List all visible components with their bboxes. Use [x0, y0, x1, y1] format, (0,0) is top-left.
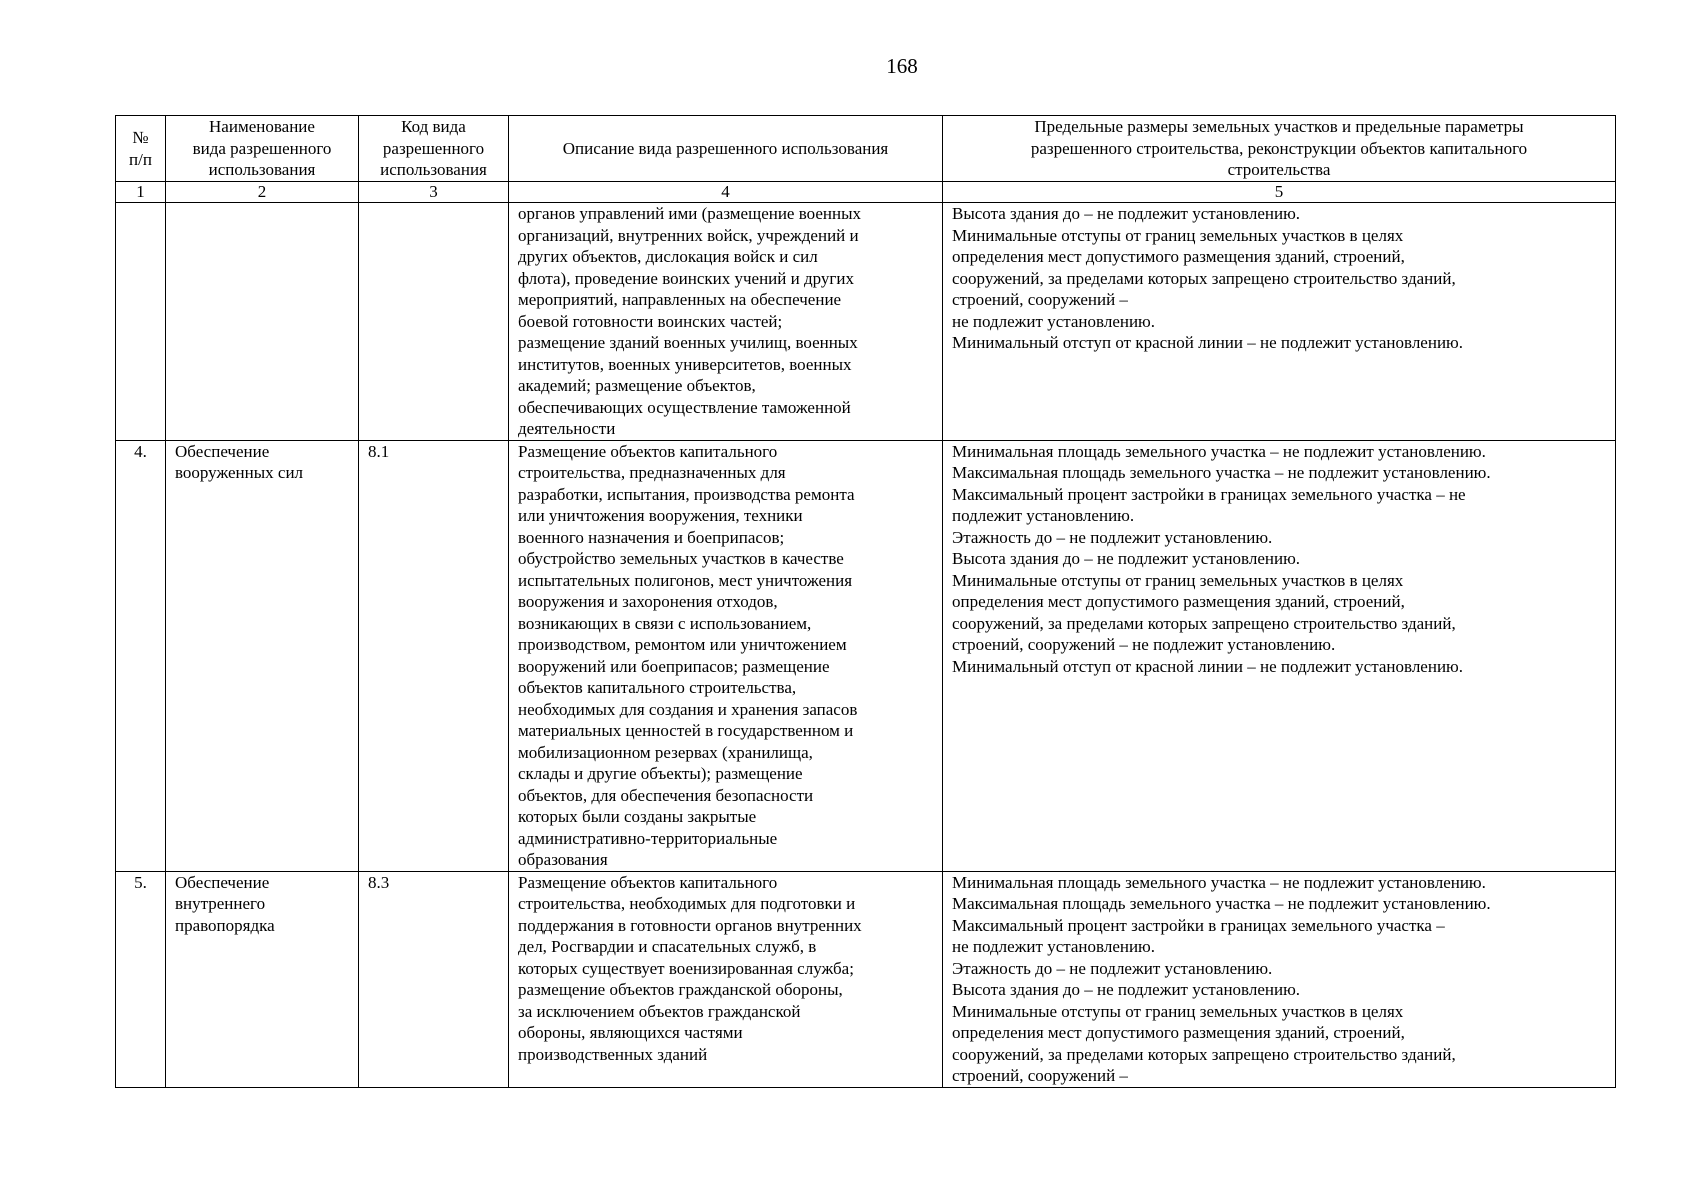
text-line: необходимых для создания и хранения запасов	[518, 699, 858, 719]
use-code	[359, 203, 509, 441]
text-line: сооружений, за пределами которых запрещено строительство зданий,	[952, 1044, 1456, 1064]
text-line: разрешенного	[382, 138, 485, 158]
column-number: 1	[116, 182, 166, 203]
text-line: разрешенного строительства, реконструкции объектов капитального	[1030, 138, 1528, 158]
text-line: органов управлений ими (размещение военных	[518, 204, 862, 223]
text-line: подлежит установлению.	[952, 506, 1135, 525]
text-line: Высота здания до – не подлежит установлению.	[952, 204, 1301, 223]
column-number: 2	[166, 182, 359, 203]
text-line: использования	[208, 160, 316, 180]
table-row	[116, 871, 1616, 1087]
text-line: производством, ремонтом или уничтожением	[518, 635, 847, 654]
text-line: Обеспечение	[175, 872, 270, 892]
text-line: испытательных полигонов, мест уничтожения	[518, 570, 853, 590]
text-line: п/п	[129, 149, 152, 169]
table-row	[116, 203, 1616, 441]
text-line: Наименование	[209, 117, 315, 137]
table-row	[116, 440, 1616, 871]
header-number	[116, 116, 166, 182]
text-line: строений, сооружений –	[952, 290, 1128, 309]
text-line: не подлежит установлению.	[952, 937, 1156, 956]
text-line: вооружения и захоронения отходов,	[518, 592, 778, 611]
column-number: 4	[509, 182, 943, 203]
row-number: 5.	[116, 871, 166, 1087]
text-line: академий; размещение объектов,	[518, 376, 756, 395]
text-line: Минимальные отступы от границ земельных участков в целях	[952, 1001, 1404, 1021]
text-line: Обеспечение	[175, 441, 270, 461]
text-line: строительства, необходимых для подготовки и	[518, 894, 856, 913]
text-line: Размещение объектов капитального	[518, 872, 778, 892]
text-line: строений, сооружений –	[952, 1066, 1128, 1085]
text-line: Максимальный процент застройки в границах земельного участка –	[952, 915, 1445, 935]
text-line: Размещение объектов капитального	[518, 441, 778, 461]
text-line: строительства	[1227, 160, 1331, 180]
use-limits	[943, 871, 1616, 1087]
text-line: других объектов, дислокация войск и сил	[518, 247, 818, 266]
text-line: Описание вида разрешенного использования	[562, 138, 889, 158]
text-line: или уничтожения вооружения, техники	[518, 506, 803, 525]
text-line: определения мест допустимого размещения зданий, строений,	[952, 592, 1405, 611]
use-name	[166, 440, 359, 871]
text-line: внутреннего	[175, 894, 266, 913]
text-line: возникающих в связи с использованием,	[518, 613, 812, 633]
text-line: которых существует военизированная служба;	[518, 958, 854, 978]
use-description	[509, 871, 943, 1087]
use-code: 8.3	[359, 871, 509, 1087]
column-number: 5	[943, 182, 1616, 203]
text-line: строений, сооружений – не подлежит установлению.	[952, 635, 1336, 654]
text-line: за исключением объектов гражданской	[518, 1001, 801, 1021]
text-line: дел, Росгвардии и спасательных служб, в	[518, 937, 817, 956]
text-line: Максимальная площадь земельного участка – не подлежит установлению.	[952, 894, 1491, 913]
row-number	[116, 203, 166, 441]
use-limits	[943, 440, 1616, 871]
use-description	[509, 203, 943, 441]
text-line: мобилизационном резервах (хранилища,	[518, 742, 813, 762]
text-line: Минимальная площадь земельного участка – не подлежит установлению.	[952, 441, 1486, 461]
text-line: размещение зданий военных училищ, военных	[518, 333, 858, 352]
text-line: Минимальный отступ от красной линии – не подлежит установлению.	[952, 656, 1463, 676]
text-line: использования	[380, 160, 487, 180]
text-line: Минимальные отступы от границ земельных участков в целях	[952, 225, 1404, 245]
table-header-row	[116, 116, 1616, 182]
text-line: материальных ценностей в государственном и	[518, 721, 854, 740]
text-line: вида разрешенного	[192, 138, 332, 158]
use-limits	[943, 203, 1616, 441]
header-limits	[943, 116, 1616, 182]
text-line: образования	[518, 850, 608, 869]
text-line: Максимальная площадь земельного участка – не подлежит установлению.	[952, 463, 1491, 482]
text-line: Код вида	[401, 117, 466, 137]
row-number: 4.	[116, 440, 166, 871]
text-line: Этажность до – не подлежит установлению.	[952, 527, 1273, 547]
text-line: №	[132, 128, 149, 147]
column-number: 3	[359, 182, 509, 203]
text-line: Предельные размеры земельных участков и предельные параметры	[1034, 117, 1524, 137]
use-description	[509, 440, 943, 871]
text-line: мероприятий, направленных на обеспечение	[518, 290, 842, 309]
text-line: Высота здания до – не подлежит установлению.	[952, 549, 1301, 568]
page-number: 168	[886, 54, 918, 78]
text-line: строительства, предназначенных для	[518, 463, 786, 482]
text-line: боевой готовности воинских частей;	[518, 311, 783, 331]
use-name	[166, 203, 359, 441]
text-line: организаций, внутренних войск, учреждений и	[518, 225, 859, 245]
header-use-name	[166, 116, 359, 182]
header-description	[509, 116, 943, 182]
text-line: поддержания в готовности органов внутренних	[518, 915, 862, 935]
text-line: вооружений или боеприпасов; размещение	[518, 656, 830, 676]
land-use-table	[115, 115, 1616, 1088]
text-line: Этажность до – не подлежит установлению.	[952, 958, 1273, 978]
use-name	[166, 871, 359, 1087]
text-line: обустройство земельных участков в качестве	[518, 549, 844, 568]
text-line: Минимальный отступ от красной линии – не подлежит установлению.	[952, 333, 1463, 352]
text-line: сооружений, за пределами которых запрещено строительство зданий,	[952, 268, 1456, 288]
text-line: которых были созданы закрытые	[518, 807, 757, 826]
text-line: административно-территориальные	[518, 828, 778, 848]
text-line: правопорядка	[175, 915, 275, 935]
text-line: не подлежит установлению.	[952, 311, 1156, 331]
text-line: Максимальный процент застройки в границах земельного участка – не	[952, 484, 1466, 504]
text-line: определения мест допустимого размещения зданий, строений,	[952, 1023, 1405, 1042]
text-line: флота), проведение воинских учений и других	[518, 268, 854, 288]
text-line: объектов, для обеспечения безопасности	[518, 785, 814, 805]
text-line: склады и другие объекты); размещение	[518, 764, 803, 783]
text-line: определения мест допустимого размещения зданий, строений,	[952, 247, 1405, 266]
text-line: обороны, являющихся частями	[518, 1023, 743, 1042]
text-line: сооружений, за пределами которых запрещено строительство зданий,	[952, 613, 1456, 633]
text-line: разработки, испытания, производства ремонта	[518, 484, 855, 504]
text-line: размещение объектов гражданской обороны,	[518, 980, 843, 999]
text-line: обеспечивающих осуществление таможенной	[518, 397, 851, 417]
text-line: вооруженных сил	[175, 463, 304, 482]
text-line: военного назначения и боеприпасов;	[518, 527, 785, 547]
text-line: Минимальные отступы от границ земельных участков в целях	[952, 570, 1404, 590]
text-line: институтов, военных университетов, военных	[518, 354, 852, 374]
text-line: объектов капитального строительства,	[518, 678, 797, 697]
text-line: Минимальная площадь земельного участка – не подлежит установлению.	[952, 872, 1486, 892]
text-line: деятельности	[518, 419, 616, 438]
use-code: 8.1	[359, 440, 509, 871]
column-number-row	[116, 182, 1616, 203]
header-use-code	[359, 116, 509, 182]
text-line: Высота здания до – не подлежит установлению.	[952, 980, 1301, 999]
text-line: производственных зданий	[518, 1044, 708, 1064]
